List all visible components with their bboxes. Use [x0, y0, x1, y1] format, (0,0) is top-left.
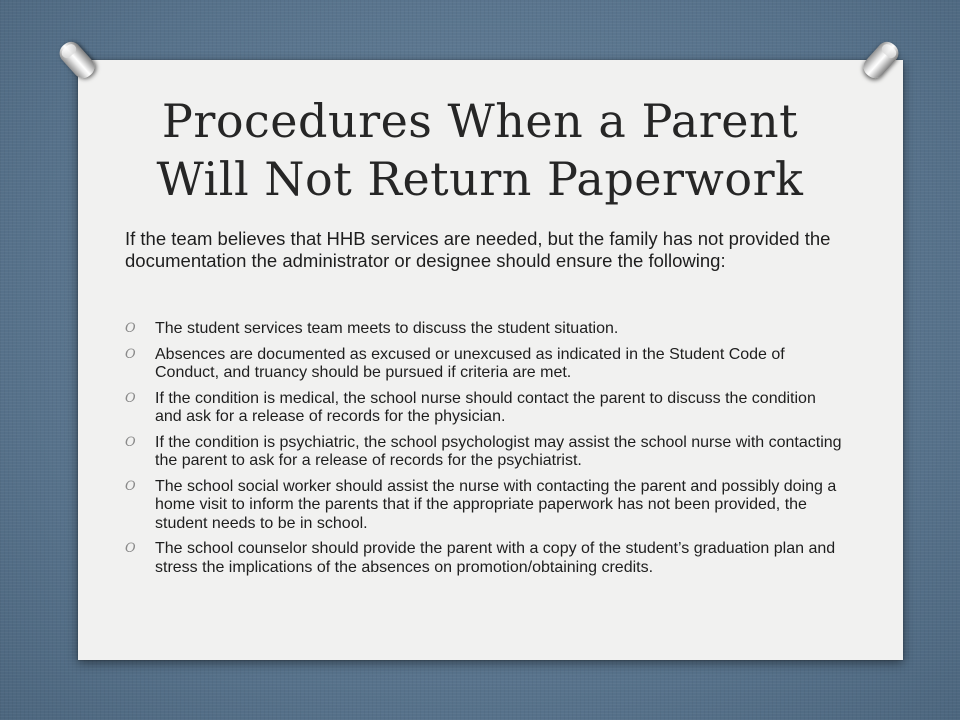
bullet-marker-icon: O — [125, 541, 136, 556]
bullet-marker-icon: O — [125, 321, 136, 336]
bullet-item — [123, 434, 845, 471]
bullet-text: The student services team meets to discuss the student situation. — [155, 320, 619, 337]
bullet-list — [123, 320, 845, 584]
bullet-marker-icon: O — [125, 434, 136, 450]
bullet-text: Absences are documented as excused or unexcused as indicated in the Student Code of Conduct, and truancy should be pursued if criteria are met. — [155, 345, 785, 381]
bullet-marker-icon: O — [125, 346, 136, 362]
title-line-1: Procedures When a Parent — [161, 94, 799, 148]
bullet-item — [123, 540, 845, 577]
bullet-item — [123, 390, 845, 427]
bullet-item — [123, 320, 845, 339]
intro-paragraph: If the team believes that HHB services are needed, but the family has not provided the documentation the administrator or designee should ensure the following: — [125, 228, 831, 271]
bullet-item — [123, 478, 845, 534]
bullet-text: If the condition is medical, the school nurse should contact the parent to discuss the condition and ask for a release of records for the physician. — [155, 389, 816, 425]
bullet-item — [123, 346, 845, 383]
bullet-text: The school social worker should assist the nurse with contacting the parent and possibly doing a home visit to inform the parents that if the appropriate paperwork has not been provided, the student needs to be in school. — [155, 477, 837, 532]
slide-title — [0, 92, 960, 208]
title-line-2: Will Not Return Paperwork — [156, 152, 804, 206]
bullet-text: If the condition is psychiatric, the school psychologist may assist the school nurse with contacting the parent to ask for a release of records for the psychiatrist. — [155, 433, 842, 469]
bullet-text: The school counselor should provide the parent with a copy of the student’s graduation plan and stress the implications of the absences on promotion/obtaining credits. — [155, 540, 836, 576]
bullet-marker-icon: O — [125, 390, 136, 406]
bullet-marker-icon: O — [125, 478, 136, 494]
